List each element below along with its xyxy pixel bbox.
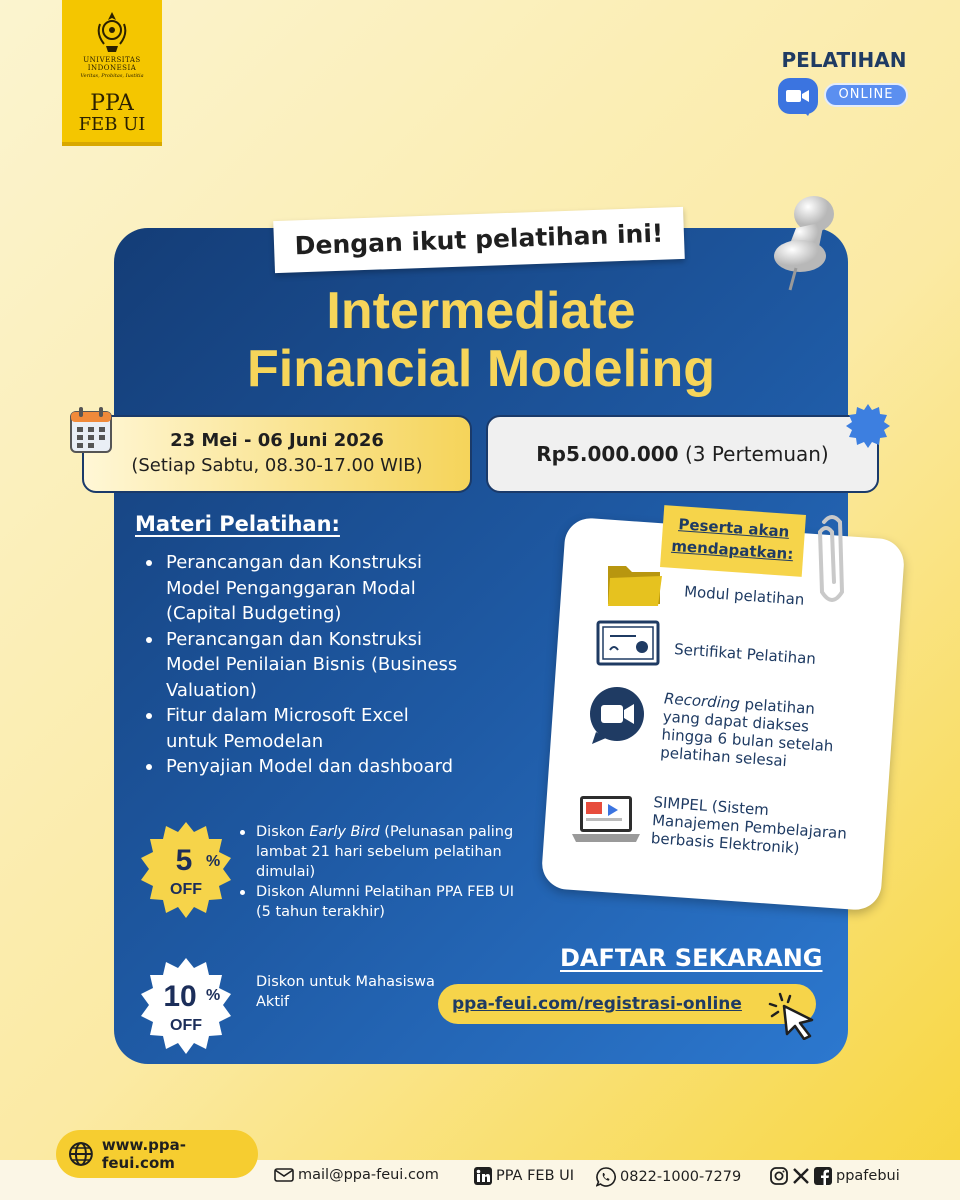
list-item bbox=[238, 822, 528, 882]
register-now-label: DAFTAR SEKARANG bbox=[560, 944, 823, 972]
early-bird-prefix: Diskon bbox=[256, 824, 310, 840]
mail-icon bbox=[274, 1167, 294, 1183]
course-title-line2: Financial Modeling bbox=[246, 340, 716, 398]
certificate-icon bbox=[596, 620, 660, 666]
footer-linkedin[interactable] bbox=[474, 1167, 574, 1185]
schedule-time: (Setiap Sabtu, 08.30-17.00 WIB) bbox=[131, 455, 423, 476]
footer-email[interactable] bbox=[274, 1167, 439, 1183]
recording-detail: pelatihan yang dapat diakses hingga 6 bulan setelah pelatihan selesai bbox=[659, 694, 834, 771]
social-handle[interactable]: ppafebui bbox=[836, 1168, 900, 1184]
logo-motto: Veritas, Probitas, Iustitia bbox=[80, 73, 144, 79]
price-box bbox=[486, 415, 879, 493]
cursor-icon bbox=[768, 990, 820, 1040]
benefit-simpel: SIMPEL (Sistem Manajemen Pembelajaran berbasis Elektronik) bbox=[650, 793, 848, 858]
discount-5-badge bbox=[136, 820, 236, 920]
discount-5-value: 5 bbox=[175, 844, 193, 877]
camera-icon bbox=[778, 78, 818, 114]
early-bird-detail: (Pelunasan paling lambat 21 hari sebelum pelatihan dimulai) bbox=[256, 824, 514, 880]
discount-list bbox=[238, 822, 528, 922]
student-discount: Diskon untuk Mahasiswa Aktif bbox=[256, 974, 435, 1010]
logo-university: UNIVERSITAS INDONESIA bbox=[83, 56, 141, 72]
online-badge: ONLINE bbox=[824, 83, 908, 107]
registration-link[interactable] bbox=[438, 984, 816, 1024]
discount-10-badge bbox=[136, 956, 236, 1056]
list-item: Perancangan dan Konstruksi Model Penilaian Bisnis (Business Valuation) bbox=[142, 627, 462, 704]
price-amount: Rp5.000.000 bbox=[536, 442, 679, 466]
makara-emblem-icon bbox=[92, 10, 132, 54]
early-bird-label: Early Bird bbox=[309, 824, 380, 840]
website-url[interactable]: www.ppa-feui.com bbox=[101, 1136, 186, 1172]
benefits-title-line1: Peserta akan bbox=[677, 515, 790, 541]
laptop-icon bbox=[570, 792, 642, 848]
discount-10-value: 10 bbox=[163, 980, 197, 1013]
recording-label: Recording bbox=[663, 689, 741, 713]
materi-list bbox=[142, 550, 462, 780]
linkedin-text[interactable]: PPA FEB UI bbox=[496, 1168, 575, 1184]
registration-url[interactable]: ppa-feui.com/registrasi-online bbox=[452, 994, 742, 1014]
website-pill[interactable] bbox=[56, 1130, 258, 1178]
logo-feb: FEB UI bbox=[78, 114, 146, 135]
schedule-dates: 23 Mei - 06 Juni 2026 bbox=[170, 430, 384, 451]
discount-10-sign: % bbox=[206, 987, 221, 1004]
folder-icon bbox=[606, 560, 664, 608]
calendar-icon bbox=[68, 404, 114, 454]
badge-gear-icon bbox=[844, 402, 892, 450]
linkedin-icon bbox=[474, 1167, 492, 1185]
list-item: Diskon Alumni Pelatihan PPA FEB UI (5 tahun terakhir) bbox=[238, 882, 528, 922]
facebook-icon bbox=[814, 1167, 832, 1185]
whatsapp-icon bbox=[596, 1167, 616, 1187]
discount-5-sign: % bbox=[206, 853, 221, 870]
list-item: Perancangan dan Konstruksi Model Penganggaran Modal (Capital Budgeting) bbox=[142, 550, 462, 627]
whatsapp-text[interactable]: 0822-1000-7279 bbox=[620, 1169, 742, 1185]
pelatihan-label: PELATIHAN bbox=[781, 48, 907, 72]
email-text[interactable]: mail@ppa-feui.com bbox=[298, 1167, 439, 1183]
benefits-title-line2: mendapatkan: bbox=[670, 536, 794, 564]
schedule-box bbox=[82, 415, 472, 493]
logo-ppa: PPA bbox=[90, 91, 134, 116]
benefit-recording bbox=[660, 689, 855, 774]
benefit-modul: Modul pelatihan bbox=[683, 582, 805, 609]
footer-whatsapp[interactable] bbox=[596, 1167, 741, 1187]
x-icon bbox=[792, 1167, 810, 1185]
materi-title: Materi Pelatihan: bbox=[135, 512, 340, 536]
globe-icon bbox=[68, 1141, 94, 1167]
benefit-sertifikat: Sertifikat Pelatihan bbox=[673, 640, 817, 668]
course-title-line1: Intermediate bbox=[326, 282, 636, 340]
list-item: Fitur dalam Microsoft Excel untuk Pemodelan bbox=[142, 703, 462, 754]
list-item: Penyajian Model dan dashboard bbox=[142, 754, 462, 780]
ppa-feb-ui-logo bbox=[62, 0, 162, 146]
footer-social[interactable] bbox=[770, 1167, 900, 1185]
price-sessions: (3 Pertemuan) bbox=[684, 442, 829, 466]
discount-10-off: OFF bbox=[170, 1017, 202, 1034]
discount-5-off: OFF bbox=[170, 881, 202, 898]
instagram-icon bbox=[770, 1167, 788, 1185]
video-icon bbox=[586, 686, 648, 746]
intro-banner: Dengan ikut pelatihan ini! bbox=[273, 207, 685, 273]
pushpin-icon bbox=[766, 192, 846, 292]
benefits-title bbox=[660, 505, 806, 577]
